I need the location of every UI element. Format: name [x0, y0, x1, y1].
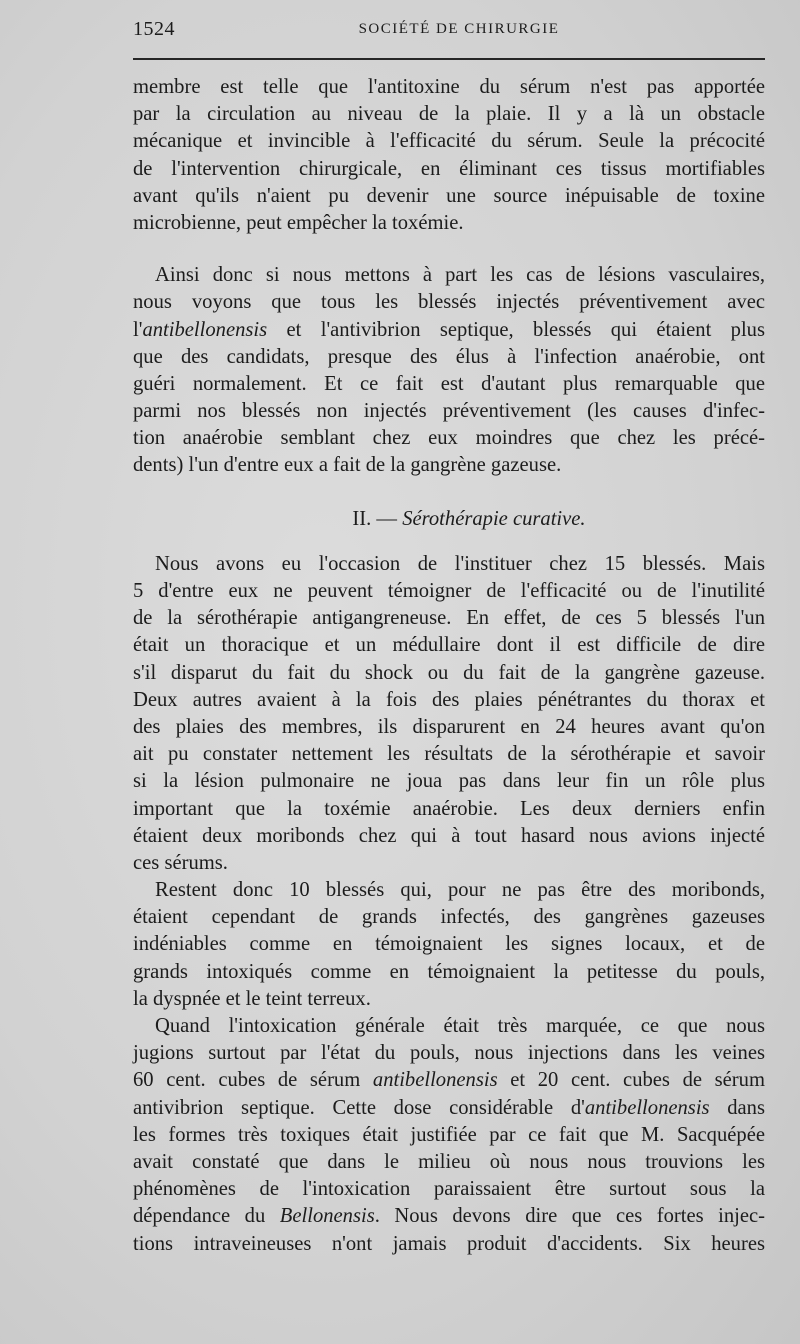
paragraph-4 — [133, 877, 765, 1013]
text-line — [133, 1095, 765, 1122]
text-line: avait constaté que dans le milieu où nous nous trouvions les — [133, 1150, 765, 1173]
text-line: nous voyons que tous les blessés injectés préventivement avec — [133, 291, 765, 314]
text-line: 5 d'entre eux ne peuvent témoigner de l'efficacité ou de l'inutilité — [133, 580, 765, 602]
text-line: étaient cependant de grands infectés, des gangrènes gazeuses — [133, 906, 765, 929]
text-line: Deux autres avaient à la fois des plaies pénétrantes du thorax et — [133, 688, 765, 711]
text-line: mécanique et invincible à l'efficacité du sérum. Seule la précocité — [133, 130, 765, 153]
text-line: de la sérothérapie antigangreneuse. En effet, de ces 5 blessés l'un — [133, 607, 765, 630]
text-segment: dans — [709, 1096, 765, 1119]
body-text — [133, 74, 765, 1258]
text-line: phénomènes de l'intoxication paraissaient être surtout sous la — [133, 1178, 765, 1201]
text-line: tion anaérobie semblant chez eux moindres que chez les précé- — [133, 427, 765, 450]
italic-term: antibellonensis — [372, 1069, 498, 1092]
text-segment: 60 cent. cubes de sérum — [133, 1069, 373, 1092]
text-line: indéniables comme en témoignaient les signes locaux, et de — [133, 933, 765, 956]
running-head: SOCIÉTÉ DE CHIRURGIE — [358, 21, 560, 37]
text-line — [133, 1203, 765, 1230]
text-line: étaient deux moribonds chez qui à tout hasard nous avions injecté — [133, 824, 765, 847]
text-line: ces sérums. — [133, 851, 228, 874]
text-line: microbienne, peut empêcher la toxémie. — [133, 211, 464, 234]
text-line: ait pu constater nettement les résultats de la sérothérapie et savoir — [133, 743, 765, 766]
text-line: Ainsi donc si nous mettons à part les cas de lésions vasculaires, — [155, 264, 765, 287]
text-line: les formes très toxiques était justifiée par ce fait que M. Sacquépée — [133, 1123, 765, 1146]
text-line: avant qu'ils n'aient pu devenir une source inépuisable de toxine — [133, 184, 765, 207]
text-line: la dyspnée et le teint terreux. — [133, 987, 371, 1010]
text-line: par la circulation au niveau de la plaie. Il y a là un obstacle — [133, 103, 765, 126]
text-line: parmi nos blessés non injectés préventivement (les causes d'infec- — [133, 400, 765, 423]
italic-term: antibellonensis — [142, 318, 268, 341]
page-header — [133, 18, 765, 46]
section-heading — [133, 506, 765, 533]
text-line: Nous avons eu l'occasion de l'instituer chez 15 blessés. Mais — [155, 552, 765, 575]
paragraph-2 — [133, 262, 765, 480]
text-line: grands intoxiqués comme en témoignaient la petitesse du pouls, — [133, 960, 765, 983]
text-line: des plaies des membres, ils disparurent en 24 heures avant qu'on — [133, 715, 765, 738]
header-rule — [133, 58, 765, 60]
italic-term: Bellonensis — [279, 1205, 375, 1228]
text-segment: et 20 cent. cubes de sérum — [497, 1069, 765, 1092]
text-line — [133, 1067, 765, 1094]
paragraph-5 — [133, 1013, 765, 1258]
text-line: était un thoracique et un médullaire dont il est difficile de dire — [133, 634, 765, 657]
text-line: tions intraveineuses n'ont jamais produit d'accidents. Six heures — [133, 1232, 765, 1255]
paragraph-3 — [133, 551, 765, 877]
text-line: membre est telle que l'antitoxine du sérum n'est pas apportée — [133, 76, 765, 98]
text-segment: dépendance du — [133, 1205, 280, 1228]
text-line: s'il disparut du fait du shock ou du fait de la gangrène gazeuse. — [133, 661, 765, 684]
section-numeral: II. — — [352, 507, 403, 530]
section-title: Sérothérapie curative. — [402, 507, 586, 530]
text-line: jugions surtout par l'état du pouls, nous injections dans les veines — [133, 1042, 765, 1065]
text-line: de l'intervention chirurgicale, en éliminant ces tissus mortifiables — [133, 157, 765, 180]
text-line: dents) l'un d'entre eux a fait de la gangrène gazeuse. — [133, 454, 562, 477]
text-line: que des candidats, presque des élus à l'infection anaérobie, ont — [133, 345, 765, 368]
text-line: important que la toxémie anaérobie. Les deux derniers enfin — [133, 797, 765, 820]
paragraph-gap — [133, 533, 765, 551]
text-segment: et l'antivibrion septique, blessés qui étaient plus — [267, 318, 765, 341]
text-line: guéri normalement. Et ce fait est d'autant plus remarquable que — [133, 372, 765, 395]
text-line — [133, 317, 765, 344]
text-segment: l' — [133, 318, 143, 341]
text-segment: antivibrion septique. Cette dose considérable d' — [133, 1096, 585, 1119]
page-number: 1524 — [133, 18, 175, 40]
text-line: Quand l'intoxication générale était très marquée, ce que nous — [155, 1015, 765, 1037]
text-line: si la lésion pulmonaire ne joua pas dans leur fin un rôle plus — [133, 770, 765, 793]
paragraph-gap — [133, 237, 765, 262]
italic-term: antibellonensis — [584, 1096, 710, 1119]
text-line: Restent donc 10 blessés qui, pour ne pas être des moribonds, — [155, 879, 765, 902]
text-segment: . Nous devons dire que ces fortes injec- — [374, 1205, 766, 1228]
paragraph-1 — [133, 74, 765, 237]
paragraph-gap — [133, 480, 765, 505]
